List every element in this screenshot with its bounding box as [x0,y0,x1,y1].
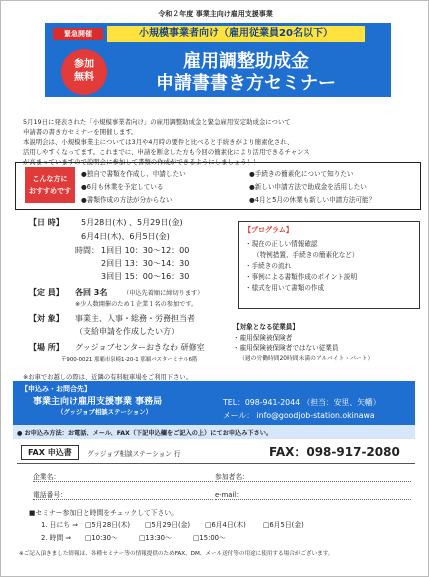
email-label: e-mail： [215,491,243,499]
company-field[interactable] [33,481,213,482]
recommend-item: ●手続きの簡素化について知りたい [249,170,354,178]
time-slot: 1回目 10：30～12：00 [101,246,190,255]
day-checkbox[interactable]: □5月29日(金) [145,521,191,529]
capacity-label: 【定 員】 [29,288,64,297]
venue-value: グッジョブセンターおきなわ 研修室 [75,343,205,352]
fax-form-label: FAX 申込書 [21,445,79,460]
time-slot: 2回目 13：30～14：30 [101,259,190,268]
program-item: ・現在の正しい情報確認 [245,240,318,248]
target-line2: （支給申請を作成したい方） [75,327,179,336]
fax-recipient: グッジョブ相談ステーション 行 [87,450,181,458]
date-line2: 6月4日(木)、6月5日(金) [81,232,170,241]
insured-title: 【対象となる従業員】 [233,323,299,331]
insured-item: ・雇用保険被保険者 [233,333,293,342]
capacity-note: ※少人数開催のため１企業１名の参加です。 [75,301,198,308]
program-list [245,239,359,294]
date-line1: 5月28日(木) 、5月29日(金) [81,218,183,227]
contact-org-sub: （グッジョブ相談ステーション） [57,408,153,416]
email-field[interactable] [215,499,411,500]
free-participation-circle [61,49,107,95]
participant-label: 参加者名： [215,473,249,481]
contact-mail[interactable]: メール： info@goodjob-station.okinawa [223,411,375,420]
intro-line: 本説明会は、小規模事業主については3月や4月時の要件と比べると手続きがより簡素化され、 [23,138,294,146]
time-slot: 3回目 15：00～16：30 [101,272,190,281]
participant-field[interactable] [215,481,411,482]
intro-line: 活用しやすくなってます。これまでに、申請を断念した方も今回の簡素化により活用できるチャンス [23,148,310,156]
time-checkbox[interactable]: □13:30～ [139,534,172,542]
contact-heading: 【申込み・お問合先】 [21,385,91,393]
contact-org: 事業主向け雇用支援事業 事務局 [33,397,163,407]
insured-item: （週の労働時間20時間未満のアルバイト・パート） [239,355,374,362]
phone-field[interactable] [33,499,213,500]
recommend-badge-line1: こんな方に [32,175,68,183]
time-checkbox[interactable]: □10:30～ [85,534,118,542]
recommend-item: ●6月も休業を予定している [81,183,164,191]
recommend-item: ●4月と5月の休業も新しい申請方法可能？ [249,196,376,204]
intro-text [23,117,413,167]
title-line1: 雇用調整助成金 [183,51,309,72]
recommend-item: ●独自で書類を作成し、申請したい [81,170,186,178]
program-item: （特例措置、手続きの簡素化など） [253,251,359,259]
time-select-label: 2. 時間 ⇒ [41,534,72,542]
program-item: ・様式を用いて書類の作成 [245,284,325,292]
day-checkbox[interactable]: □5月28日(木) [85,521,131,529]
apply-method: ● お申込み方法：お電話、メール、FAX（下記申込欄をご記入の上）にてお申込み下さい。 [17,430,273,437]
recommend-item: ●新しい申請方法で助成金を活用したい [249,183,367,191]
flyer-year: 令和２年度 事業主向け雇用支援事業 [158,10,273,18]
parking-notice: ※お車でお越しの際は、近隣の有料駐車場をご利用下さい。 [23,374,192,381]
insured-section [233,322,373,364]
fax-number[interactable]: FAX：098-917-2080 [269,445,400,459]
intro-line: 申請書の書き方セミナーを開催します。 [23,128,138,136]
day-checkbox[interactable]: □6月4日(木) [205,521,246,529]
capacity-value: 各回 3名 [75,288,108,297]
footer-note: ※ご記入頂きました情報は、各種セミナー等の情報提供のためFAX、DM、メール送付等の用途に使用する場合がございます。 [19,551,334,557]
program-item: ・手続きの流れ [245,262,292,270]
urgent-badge: 緊急開催 [53,28,103,40]
recommend-badge-line2: おすすめです [28,187,72,195]
day-label: 1. 日にち ⇒ [41,521,78,529]
target-label: 【対 象】 [29,314,64,323]
program-title: 【プログラム】 [244,226,293,234]
form-top-border [17,463,415,464]
company-label: 企業名： [33,473,61,481]
intro-line: 5月19日に発表された「小規模事業者向け」の雇用調整助成金と緊急雇用安定助成金について [23,118,291,126]
capacity-paren: （申込先着順に締切ります） [123,290,204,297]
venue-label: 【場 所】 [29,343,64,352]
header-subtitle: 小規模事業者向け（雇用従業員20名以下） [107,26,365,42]
select-title: ■セミナー参加日と時間をチェックして下さい。 [29,509,178,517]
day-checkbox[interactable]: □6月5日(金) [263,521,304,529]
intro-line: が高まっていますので説明会に参加して書類の作成ができるようにしましょう！！ [23,158,260,166]
date-label: 【日 時】 [29,218,64,227]
target-line1: 事業主、人事・総務・労務担当者 [75,314,195,323]
circle-line1: 参加 [74,59,94,70]
title-line2: 申請書書き方セミナー [156,73,336,94]
venue-address: 〒900-0021 那覇市泉崎1-20-1 那覇バスターミナル6階 [61,357,198,363]
recommend-badge [25,167,75,203]
insured-item: ・雇用保険被保険者ではない従業員 [233,344,339,352]
time-checkbox[interactable]: □15:00～ [193,534,226,542]
time-label: 時間： [75,246,99,255]
program-item: ・事例による書類作成のポイント説明 [245,273,358,281]
phone-label: 電話番号： [33,491,67,499]
circle-line2: 無料 [74,72,94,83]
contact-tel[interactable]: TEL：098-941-2044 （担当：安里、矢幡） [223,398,381,407]
recommend-item: ●書類作成の方法が分からない [81,196,173,204]
